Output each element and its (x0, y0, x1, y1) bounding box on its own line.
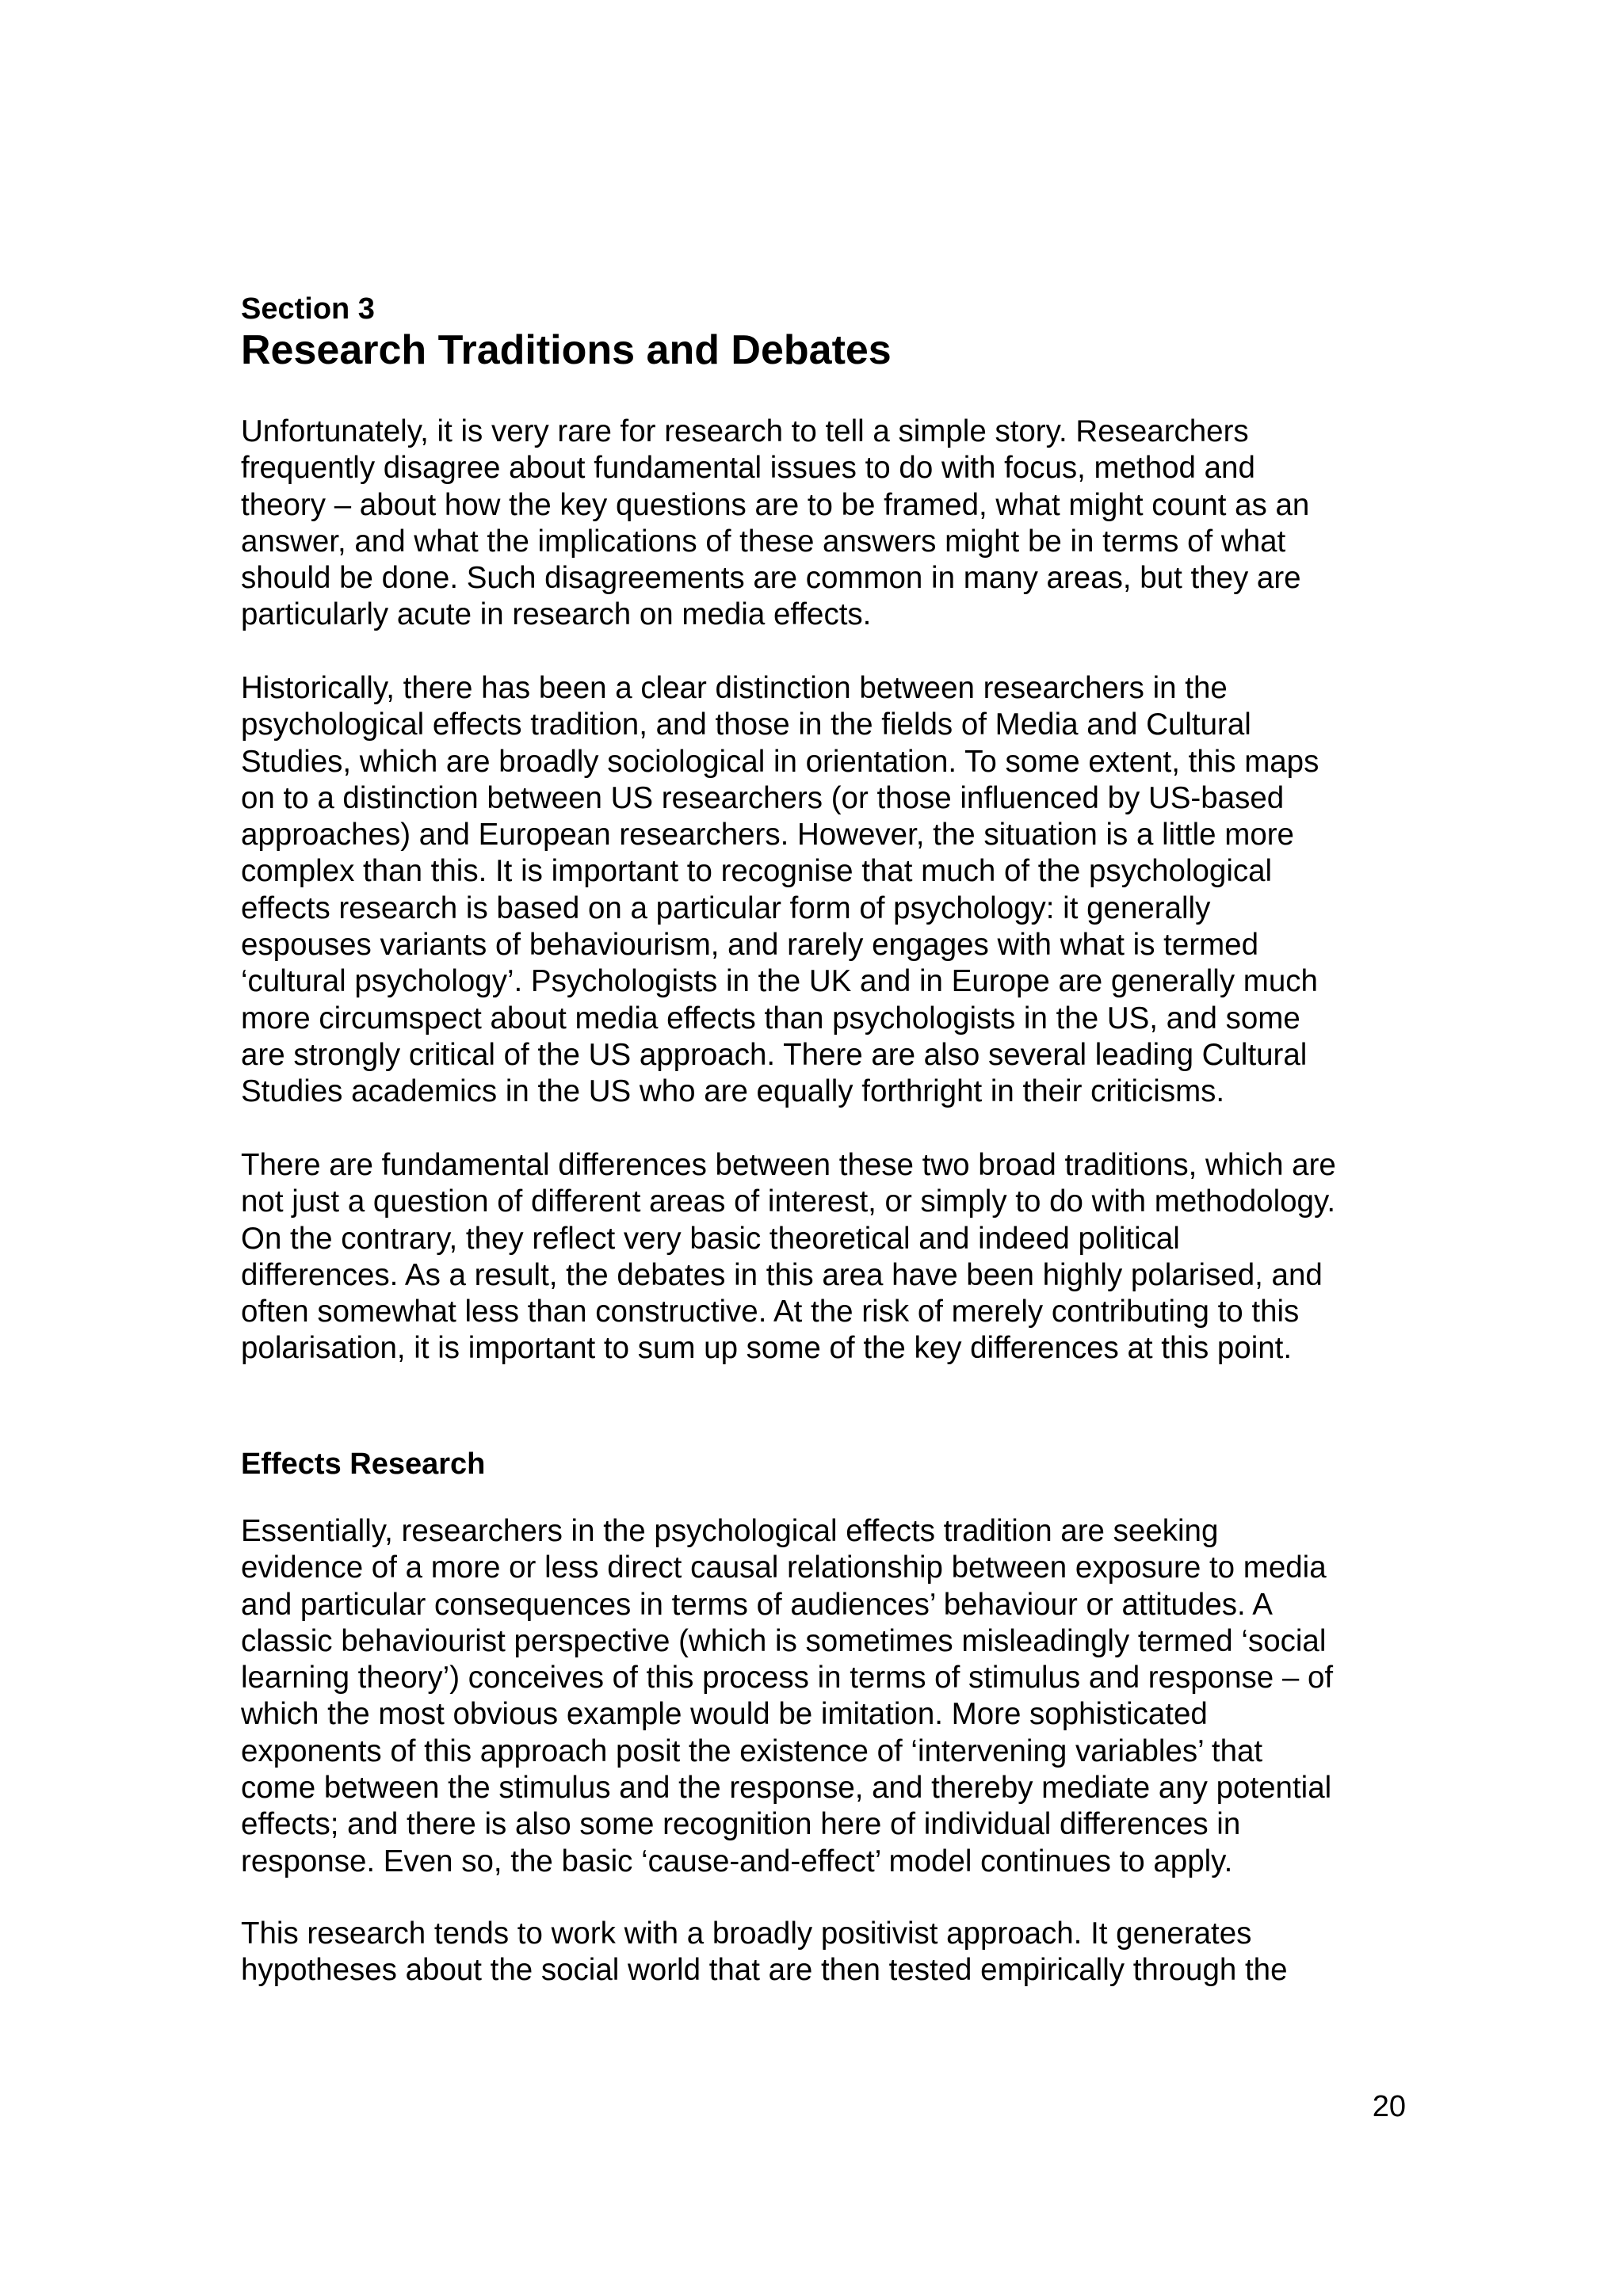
paragraph-line: come between the stimulus and the response, and thereby mediate any potential (241, 1771, 1332, 1806)
paragraph-line: Essentially, researchers in the psychological effects tradition are seeking (241, 1514, 1219, 1548)
paragraph-line: polarisation, it is important to sum up some of the key differences at this point. (241, 1331, 1293, 1366)
page-title: Research Traditions and Debates (241, 327, 892, 373)
paragraph-line: psychological effects tradition, and those in the fields of Media and Cultural (241, 707, 1251, 742)
paragraph-line: espouses variants of behaviourism, and rarely engages with what is termed (241, 928, 1258, 963)
paragraph-line: ‘cultural psychology’. Psychologists in the UK and in Europe are generally much (241, 964, 1318, 999)
paragraph-line: Historically, there has been a clear distinction between researchers in the (241, 671, 1228, 705)
paragraph-line: Studies, which are broadly sociological in orientation. To some extent, this maps (241, 744, 1319, 779)
page-number: 20 (1372, 2090, 1406, 2123)
paragraph-line: complex than this. It is important to recognise that much of the psychological (241, 854, 1273, 889)
paragraph-intro-1 (241, 414, 1406, 634)
paragraph-line: response. Even so, the basic ‘cause-and-effect’ model continues to apply. (241, 1844, 1233, 1878)
paragraph-line: Unfortunately, it is very rare for research to tell a simple story. Researchers (241, 414, 1249, 448)
paragraph-intro-3 (241, 1147, 1406, 1367)
paragraph-line: on to a distinction between US researchers (or those influenced by US-based (241, 780, 1285, 815)
subheading-effects-research: Effects Research (241, 1447, 486, 1481)
paragraph-line: hypotheses about the social world that are then tested empirically through the (241, 1953, 1288, 1988)
paragraph-line: theory – about how the key questions are to be framed, what might count as an (241, 487, 1310, 522)
paragraph-effects-1 (241, 1513, 1406, 1880)
paragraph-line: answer, and what the implications of these answers might be in terms of what (241, 524, 1286, 559)
paragraph-line: more circumspect about media effects than psychologists in the US, and some (241, 1001, 1300, 1035)
paragraph-effects-2 (241, 1916, 1406, 1989)
paragraph-line: evidence of a more or less direct causal relationship between exposure to media (241, 1550, 1327, 1585)
paragraph-line: particularly acute in research on media effects. (241, 597, 872, 632)
paragraph-line: Studies academics in the US who are equally forthright in their criticisms. (241, 1074, 1225, 1109)
paragraph-line: frequently disagree about fundamental issues to do with focus, method and (241, 451, 1255, 486)
paragraph-line: are strongly critical of the US approach. There are also several leading Cultural (241, 1037, 1308, 1072)
paragraph-line: effects; and there is also some recognition here of individual differences in (241, 1807, 1241, 1842)
paragraph-line: learning theory’) conceives of this process in terms of stimulus and response – of (241, 1661, 1334, 1695)
paragraph-line: should be done. Such disagreements are common in many areas, but they are (241, 561, 1301, 596)
paragraph-line: which the most obvious example would be imitation. More sophisticated (241, 1697, 1208, 1732)
paragraph-line: differences. As a result, the debates in this area have been highly polarised, and (241, 1257, 1323, 1292)
paragraph-line: and particular consequences in terms of audiences’ behaviour or attitudes. A (241, 1587, 1273, 1622)
paragraph-line: often somewhat less than constructive. At the risk of merely contributing to this (241, 1295, 1300, 1329)
section-label: Section 3 (241, 292, 375, 326)
paragraph-line: exponents of this approach posit the existence of ‘intervening variables’ that (241, 1733, 1263, 1768)
paragraph-line: approaches) and European researchers. However, the situation is a little more (241, 818, 1294, 852)
paragraph-line: classic behaviourist perspective (which is sometimes misleadingly termed ‘social (241, 1623, 1327, 1658)
paragraph-line: There are fundamental differences between these two broad traditions, which are (241, 1148, 1336, 1182)
paragraph-line: On the contrary, they reflect very basic theoretical and indeed political (241, 1221, 1180, 1256)
paragraph-line: This research tends to work with a broadly positivist approach. It generates (241, 1917, 1252, 1951)
paragraph-line: not just a question of different areas of interest, or simply to do with methodology. (241, 1184, 1336, 1219)
paragraph-intro-2 (241, 670, 1406, 1111)
paragraph-line: effects research is based on a particular form of psychology: it generally (241, 891, 1211, 925)
